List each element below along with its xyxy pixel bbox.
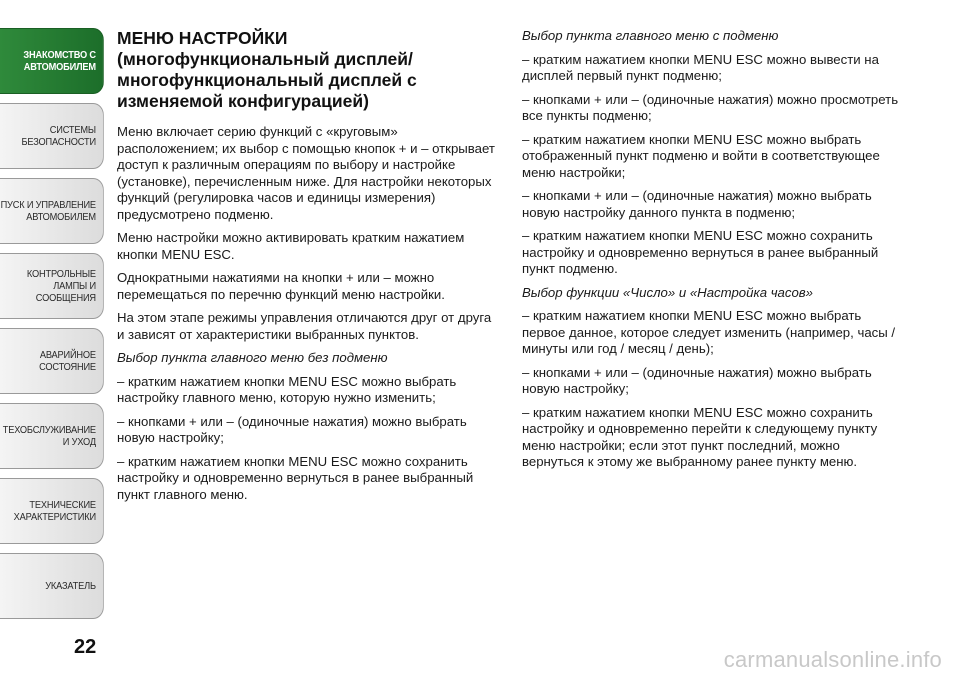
paragraph: Однократными нажатиями на кнопки + или – можно перемещаться по перечню функций меню настройки. xyxy=(117,270,445,302)
list-item: – кратким нажатием кнопки MENU ESC можно выбрать отображенный пункт подменю и войти в соответствующее меню настройки; xyxy=(522,131,880,180)
left-column xyxy=(117,28,497,510)
list-item: – кнопками + или – (одиночные нажатия) можно выбрать новую настройку; xyxy=(522,364,872,396)
list-item: – кратким нажатием кнопки MENU ESC можно выбрать первое данное, которое следует изменить (например, часы / минуты или год / месяц / день); xyxy=(522,308,896,356)
tab-index[interactable]: УКАЗАТЕЛЬ xyxy=(0,553,104,619)
tab-safety[interactable]: СИСТЕМЫ БЕЗОПАСНОСТИ xyxy=(0,103,104,169)
tab-starting-driving[interactable]: ПУСК И УПРАВЛЕНИЕ АВТОМОБИЛЕМ xyxy=(0,178,104,244)
list-item: – кратким нажатием кнопки MENU ESC можно сохранить настройку и одновременно вернуться в ранее выбранный пункт главного меню. xyxy=(117,453,474,502)
tab-warning-lights[interactable]: КОНТРОЛЬНЫЕ ЛАМПЫ И СООБЩЕНИЯ xyxy=(0,253,104,319)
list-item: – кратким нажатием кнопки MENU ESC можно сохранить настройку и одновременно перейти к следующему пункту меню настройки; если этот пункт последний, можно вернуться к этому же выбранному ранее пункту меню. xyxy=(522,404,878,469)
subheading: Выбор пункта главного меню с подменю xyxy=(522,28,779,43)
list-item: – кратким нажатием кнопки MENU ESC можно вывести на дисплей первый пункт подменю; xyxy=(522,51,879,83)
tab-intro[interactable]: ЗНАКОМСТВО С АВТОМОБИЛЕМ xyxy=(0,28,104,94)
page-number: 22 xyxy=(74,636,97,658)
chapter-sidebar xyxy=(0,28,104,628)
paragraph: На этом этапе режимы управления отличаются друг от друга и зависят от характеристики выбранных пунктов. xyxy=(117,310,492,342)
right-column xyxy=(522,28,904,478)
list-item: – кратким нажатием кнопки MENU ESC можно сохранить настройку и одновременно вернуться в ранее выбранный пункт подменю. xyxy=(522,228,879,276)
watermark: carmanualsonline.info xyxy=(723,647,942,672)
section-title: МЕНЮ НАСТРОЙКИ (многофункциональный дисплей/многофункциональный дисплей с изменяемой конфигурацией) xyxy=(117,28,417,111)
paragraph: Меню настройки можно активировать кратким нажатием кнопки MENU ESC. xyxy=(117,230,465,262)
list-item: – кнопками + или – (одиночные нажатия) можно выбрать новую настройку; xyxy=(117,413,467,445)
tab-maintenance[interactable]: ТЕХОБСЛУЖИВАНИЕ И УХОД xyxy=(0,403,104,469)
list-item: – кратким нажатием кнопки MENU ESC можно выбрать настройку главного меню, которую нужно изменить; xyxy=(117,373,457,405)
paragraph: Меню включает серию функций с «круговым» расположением; их выбор с помощью кнопок + и – открывает доступ к различным операциям по выбору и настройке (установке), перечисленным ниже. Для настройки некоторых функций (регулировка часов и единицы измерения) предусмотрено подменю. xyxy=(117,124,495,222)
list-item: – кнопками + или – (одиночные нажатия) можно просмотреть все пункты подменю; xyxy=(522,91,899,123)
tab-technical-specs[interactable]: ТЕХНИЧЕСКИЕ ХАРАКТЕРИСТИКИ xyxy=(0,478,104,544)
subheading: Выбор пункта главного меню без подменю xyxy=(117,350,388,365)
tab-emergency[interactable]: АВАРИЙНОЕ СОСТОЯНИЕ xyxy=(0,328,104,394)
list-item: – кнопками + или – (одиночные нажатия) можно выбрать новую настройку данного пункта в подменю; xyxy=(522,188,872,220)
subheading: Выбор функции «Число» и «Настройка часов» xyxy=(522,284,813,300)
